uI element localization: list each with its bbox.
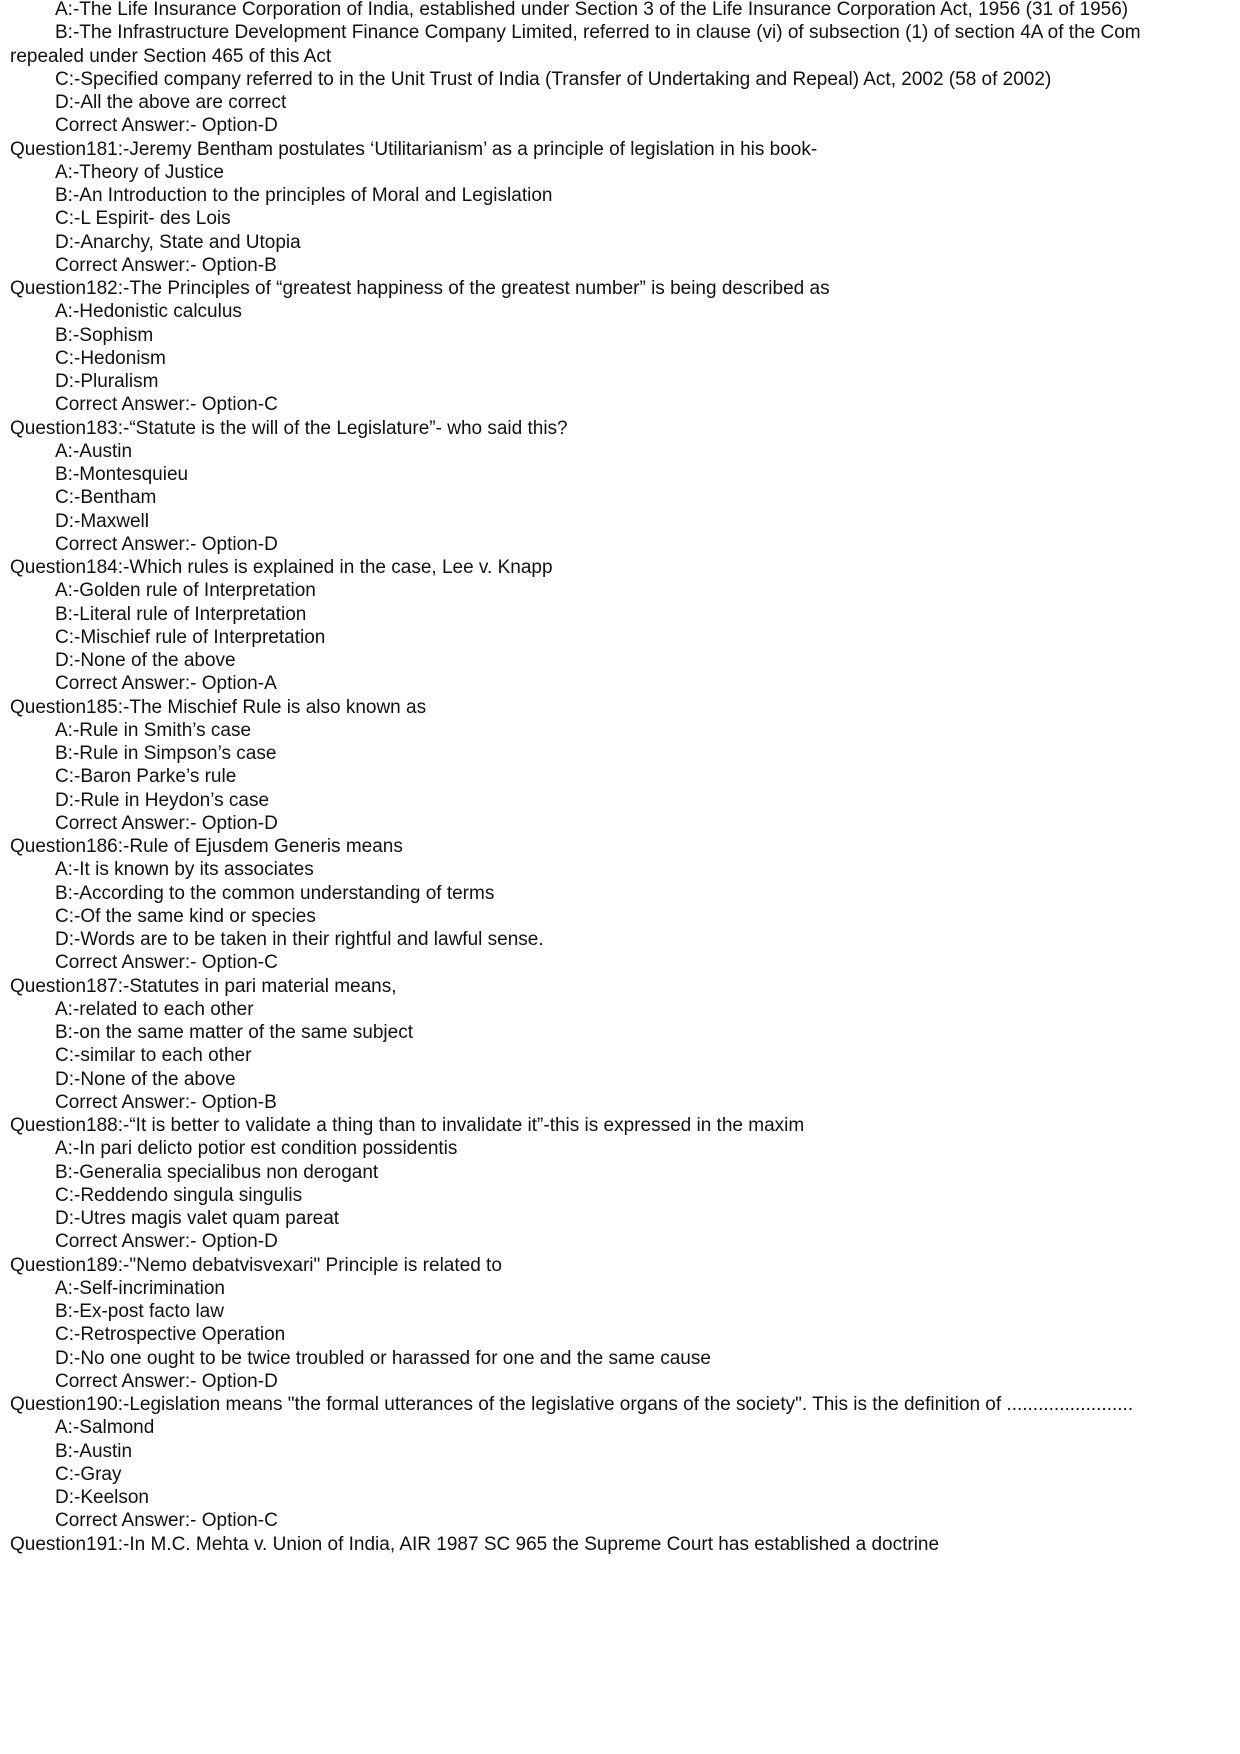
correct-answer: Correct Answer:- Option-C	[55, 394, 278, 416]
correct-answer: Correct Answer:- Option-D	[55, 1231, 278, 1253]
correct-answer: Correct Answer:- Option-D	[55, 1370, 278, 1392]
option-c: C:-Retrospective Operation	[55, 1324, 286, 1346]
option-d: D:-All the above are correct	[55, 92, 287, 113]
option-a: A:-Rule in Smith’s case	[55, 719, 252, 741]
option-c: C:-Bentham	[55, 487, 157, 509]
question-text: Question188:-“It is better to validate a thing than to invalidate it”-this is expressed in the maxim	[10, 1115, 805, 1136]
option-b: B:-Montesquieu	[55, 464, 189, 485]
option-b: B:-Rule in Simpson’s case	[55, 743, 277, 764]
question-text: Question182:-The Principles of “greatest happiness of the greatest number” is being described as	[10, 278, 830, 299]
option-c: C:-similar to each other	[55, 1045, 252, 1067]
option-b: B:-Austin	[55, 1440, 133, 1462]
question-text: Question189:-"Nemo debatvisvexari" Principle is related to	[10, 1254, 502, 1276]
question-text: Question190:-Legislation means "the formal utterances of the legislative organs of the society". This is the definition of ........................	[10, 1394, 1134, 1415]
question-text: Question181:-Jeremy Bentham postulates ‘Utilitarianism’ as a principle of legislation in his book-	[10, 138, 818, 160]
correct-answer: Correct Answer:- Option-B	[55, 1091, 277, 1113]
question-text: Question187:-Statutes in pari material means,	[10, 975, 397, 997]
question-text: Question186:-Rule of Ejusdem Generis means	[10, 836, 403, 857]
option-b: B:-An Introduction to the principles of Moral and Legislation	[55, 185, 553, 206]
correct-answer: Correct Answer:- Option-A	[55, 673, 277, 695]
option-c: C:-Reddendo singula singulis	[55, 1184, 303, 1206]
question-text: Question184:-Which rules is explained in the case, Lee v. Knapp	[10, 557, 553, 578]
correct-answer: Correct Answer:- Option-C	[55, 952, 278, 974]
option-a: A:-Self-incrimination	[55, 1277, 225, 1299]
correct-answer: Correct Answer:- Option-D	[55, 115, 278, 137]
option-d: D:-Utres magis valet quam pareat	[55, 1208, 340, 1229]
option-d: D:-Maxwell	[55, 510, 149, 532]
option-c: C:-L Espirit- des Lois	[55, 208, 231, 230]
option-a: A:-The Life Insurance Corporation of India, established under Section 3 of the Life Insurance Corporation Act, 1956 (31 of 1956)	[55, 0, 1129, 20]
option-c: C:-Specified company referred to in the Unit Trust of India (Transfer of Undertaking and Repeal) Act, 2002 (58 of 2002)	[55, 68, 1052, 90]
option-b: B:-Generalia specialibus non derogant	[55, 1161, 379, 1183]
option-d: D:-No one ought to be twice troubled or harassed for one and the same cause	[55, 1347, 711, 1369]
option-a: A:-Theory of Justice	[55, 161, 224, 183]
option-c: C:-Baron Parke’s rule	[55, 766, 237, 788]
option-c: C:-Of the same kind or species	[55, 905, 316, 927]
option-b: B:-Sophism	[55, 324, 154, 346]
option-a: A:-related to each other	[55, 998, 254, 1020]
option-a: A:-Austin	[55, 440, 133, 462]
option-b: B:-Literal rule of Interpretation	[55, 603, 307, 625]
option-d: D:-Words are to be taken in their rightful and lawful sense.	[55, 929, 544, 950]
option-c: C:-Hedonism	[55, 347, 166, 369]
option-a: A:-It is known by its associates	[55, 859, 314, 881]
question-text: Question183:-“Statute is the will of the Legislature”- who said this?	[10, 417, 568, 439]
option-b: B:-According to the common understanding of terms	[55, 882, 495, 904]
option-d: D:-Anarchy, State and Utopia	[55, 231, 301, 253]
correct-answer: Correct Answer:- Option-D	[55, 812, 278, 834]
option-d: D:-Keelson	[55, 1487, 149, 1508]
option-b: B:-on the same matter of the same subject	[55, 1022, 414, 1043]
option-b: B:-The Infrastructure Development Finance Company Limited, referred to in clause (vi) of subsection (1) of section 4A of the Com	[55, 22, 1141, 44]
option-c: C:-Mischief rule of Interpretation	[55, 626, 326, 648]
option-a: A:-Salmond	[55, 1417, 155, 1439]
correct-answer: Correct Answer:- Option-B	[55, 254, 277, 276]
correct-answer: Correct Answer:- Option-D	[55, 533, 278, 555]
option-d: D:-Pluralism	[55, 371, 159, 392]
option-b-continuation: repealed under Section 465 of this Act	[10, 45, 332, 67]
option-d: D:-None of the above	[55, 1068, 236, 1090]
question-text: Question191:-In M.C. Mehta v. Union of India, AIR 1987 SC 965 the Supreme Court has established a doctrine	[10, 1533, 940, 1555]
option-d: D:-None of the above	[55, 650, 236, 671]
option-a: A:-Hedonistic calculus	[55, 301, 242, 323]
option-d: D:-Rule in Heydon’s case	[55, 789, 270, 811]
option-b: B:-Ex-post facto law	[55, 1301, 224, 1322]
question-text: Question185:-The Mischief Rule is also known as	[10, 696, 427, 718]
correct-answer: Correct Answer:- Option-C	[55, 1510, 278, 1532]
option-c: C:-Gray	[55, 1463, 122, 1485]
option-a: A:-Golden rule of Interpretation	[55, 580, 316, 602]
option-a: A:-In pari delicto potior est condition possidentis	[55, 1138, 458, 1160]
